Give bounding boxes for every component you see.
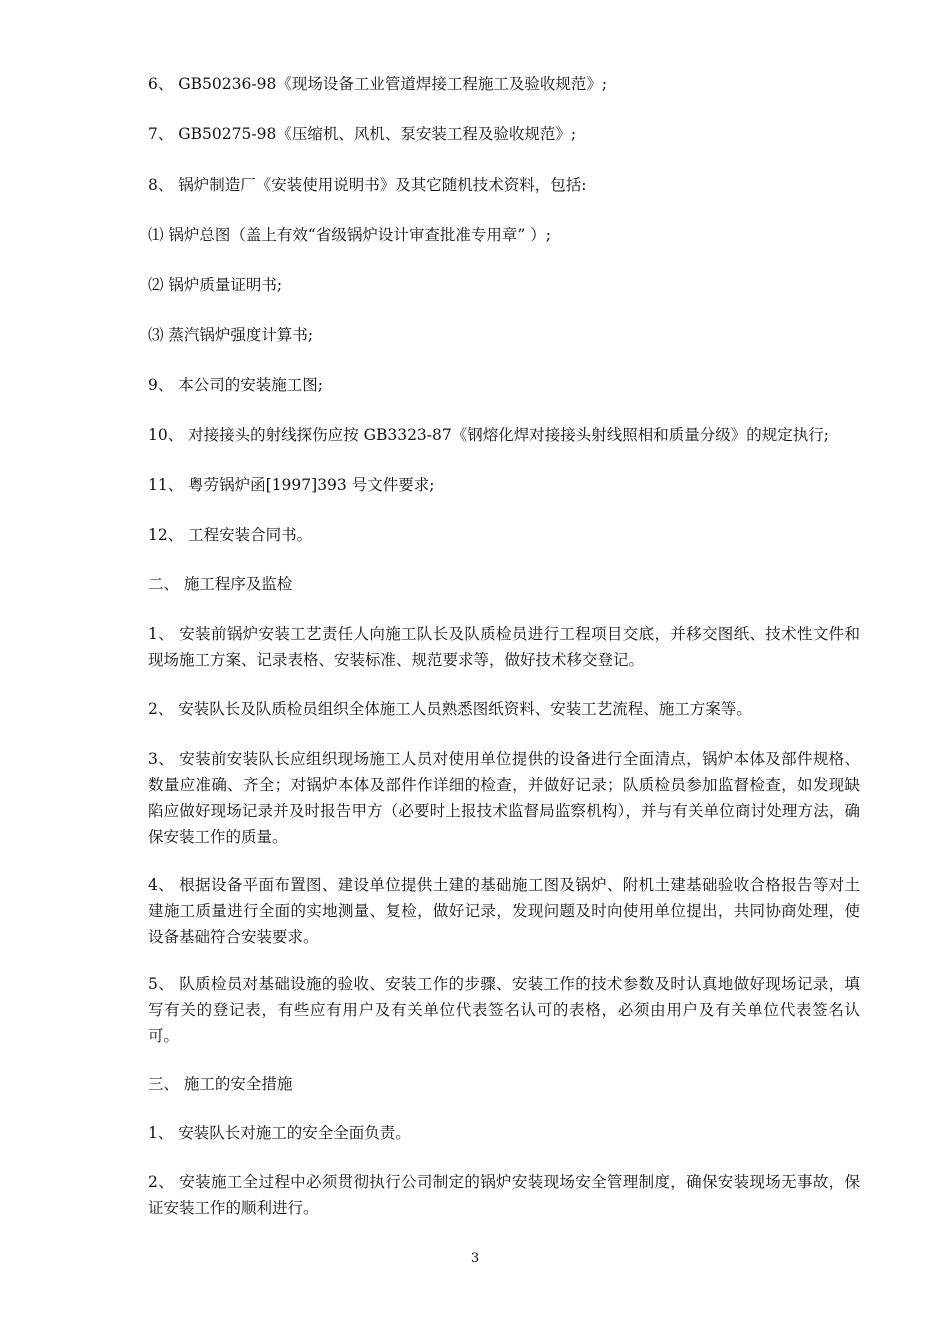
procedure-item-5: 5、 队质检员对基础设施的验收、安装工作的步骤、安装工作的技术参数及时认真地做好现场记录，填写有关的登记表，有些应有用户及有关单位代表签名认可的表格，必须由用户及有关单位代表签名认可。	[148, 975, 860, 1045]
section-heading-2: 二、 施工程序及监检	[148, 575, 293, 593]
reference-item-12: 12、 工程安装合同书。	[148, 526, 313, 544]
sub-item-2: ⑵ 锅炉质量证明书;	[148, 276, 283, 294]
reference-item-8: 8、 锅炉制造厂《安装使用说明书》及其它随机技术资料，包括:	[148, 176, 587, 194]
reference-item-7: 7、 GB50275-98《压缩机、风机、泵安装工程及验收规范》;	[148, 125, 577, 143]
reference-item-9: 9、 本公司的安装施工图;	[148, 376, 324, 394]
reference-item-11: 11、 粤劳锅炉函[1997]393 号文件要求;	[148, 476, 435, 494]
safety-item-1: 1、 安装队长对施工的安全全面负责。	[148, 1124, 411, 1142]
procedure-item-3: 3、 安装前安装队长应组织现场施工人员对使用单位提供的设备进行全面清点，锅炉本体及部件规格、数量应准确、齐全；对锅炉本体及部件作详细的检查，并做好记录；队质检员参加监督检查，如发现缺陷应做好现场记录并及时报告甲方（必要时上报技术监督局监察机构），并与有关单位商讨处理方法，确保安装工作的质量。	[148, 750, 860, 846]
section-heading-3: 三、 施工的安全措施	[148, 1075, 293, 1093]
reference-item-6: 6、 GB50236-98《现场设备工业管道焊接工程施工及验收规范》;	[148, 75, 608, 93]
procedure-item-2: 2、 安装队长及队质检员组织全体施工人员熟悉图纸资料、安装工艺流程、施工方案等。	[148, 700, 752, 718]
sub-item-3: ⑶ 蒸汽锅炉强度计算书;	[148, 326, 314, 344]
procedure-item-1: 1、 安装前锅炉安装工艺责任人向施工队长及队质检员进行工程项目交底，并移交图纸、技术性文件和现场施工方案、记录表格、安装标准、规范要求等，做好技术移交登记。	[148, 625, 860, 669]
procedure-item-4: 4、 根据设备平面布置图、建设单位提供土建的基础施工图及锅炉、附机土建基础验收合格报告等对土建施工质量进行全面的实地测量、复检，做好记录，发现问题及时向使用单位提出，共同协商处理，使设备基础符合安装要求。	[148, 876, 860, 946]
sub-item-1: ⑴ 锅炉总图（盖上有效“省级锅炉设计审查批准专用章” ）;	[148, 226, 551, 244]
reference-item-10: 10、 对接接头的射线探伤应按 GB3323-87《钢熔化焊对接接头射线照相和质量分级》的规定执行;	[148, 426, 829, 444]
page-number: 3	[470, 1251, 480, 1266]
safety-item-2: 2、 安装施工全过程中必须贯彻执行公司制定的锅炉安装现场安全管理制度，确保安装现场无事故，保证安装工作的顺利进行。	[148, 1173, 860, 1217]
